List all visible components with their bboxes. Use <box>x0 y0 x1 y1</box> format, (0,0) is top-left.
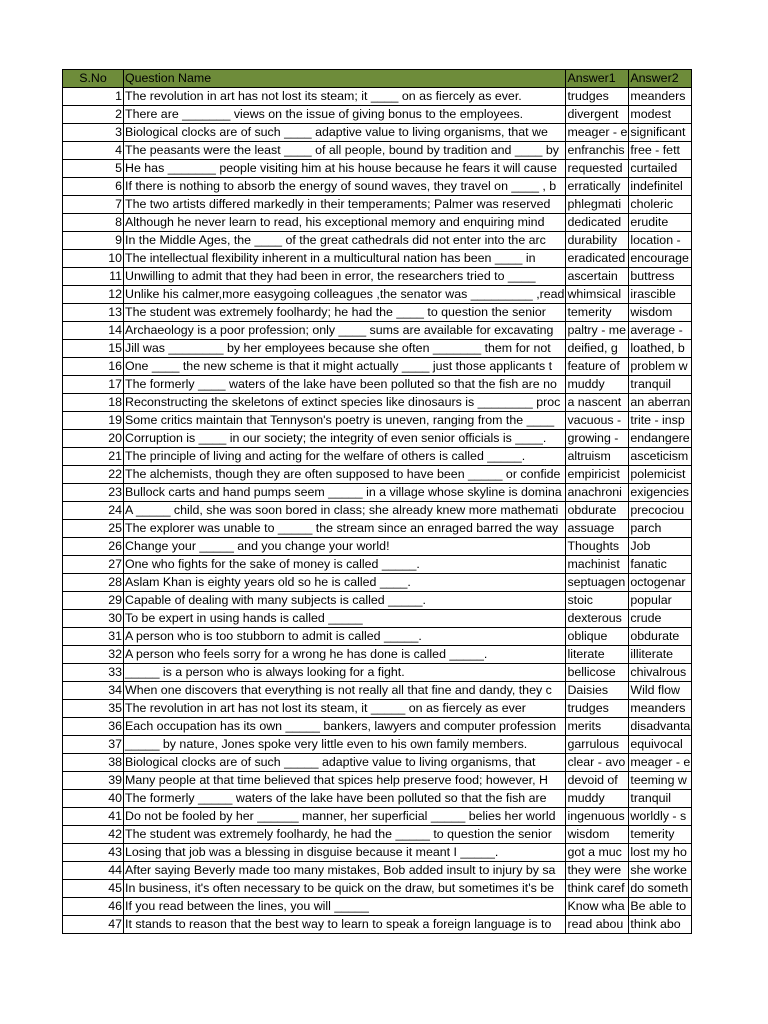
cell-answer2[interactable]: meager - e <box>629 754 692 772</box>
table-row <box>63 610 692 628</box>
cell-sno[interactable]: 39 <box>63 772 124 790</box>
cell-answer2[interactable]: disadvanta <box>629 718 692 736</box>
table-row <box>63 844 692 862</box>
cell-answer1[interactable]: obdurate <box>566 502 629 520</box>
cell-question[interactable]: If you read between the lines, you will _____ <box>124 898 566 916</box>
cell-answer1[interactable]: devoid of <box>566 772 629 790</box>
cell-answer2[interactable]: asceticism <box>629 448 692 466</box>
cell-sno[interactable]: 8 <box>63 214 124 232</box>
cell-answer2[interactable]: illiterate <box>629 646 692 664</box>
cell-question[interactable]: A person who feels sorry for a wrong he has done is called _____. <box>124 646 566 664</box>
cell-answer2[interactable]: obdurate <box>629 628 692 646</box>
cell-question[interactable]: Reconstructing the skeletons of extinct species like dinosaurs is ________ proc <box>124 394 566 412</box>
cell-sno[interactable]: 24 <box>63 502 124 520</box>
cell-question[interactable]: Each occupation has its own _____ bankers, lawyers and computer profession <box>124 718 566 736</box>
cell-sno[interactable]: 13 <box>63 304 124 322</box>
header-row <box>63 70 692 88</box>
cell-answer1[interactable]: got a muc <box>566 844 629 862</box>
cell-answer1[interactable]: vacuous - <box>566 412 629 430</box>
cell-question[interactable]: A person who is too stubborn to admit is called _____. <box>124 628 566 646</box>
cell-sno[interactable]: 40 <box>63 790 124 808</box>
cell-answer1[interactable]: trudges <box>566 88 629 106</box>
cell-sno[interactable]: 33 <box>63 664 124 682</box>
cell-answer2[interactable]: chivalrous <box>629 664 692 682</box>
cell-sno[interactable]: 37 <box>63 736 124 754</box>
cell-answer2[interactable]: octogenar <box>629 574 692 592</box>
cell-sno[interactable]: 31 <box>63 628 124 646</box>
cell-answer2[interactable]: an aberran <box>629 394 692 412</box>
table-row <box>63 214 692 232</box>
table-row <box>63 826 692 844</box>
cell-question[interactable]: One who fights for the sake of money is called _____. <box>124 556 566 574</box>
cell-answer1[interactable]: Thoughts <box>566 538 629 556</box>
cell-sno[interactable]: 32 <box>63 646 124 664</box>
cell-answer1[interactable]: anachroni <box>566 484 629 502</box>
cell-sno[interactable]: 45 <box>63 880 124 898</box>
table-row <box>63 538 692 556</box>
cell-question[interactable]: The alchemists, though they are often supposed to have been _____ or confide <box>124 466 566 484</box>
table-row <box>63 520 692 538</box>
cell-answer2[interactable]: significant <box>629 124 692 142</box>
cell-answer1[interactable]: garrulous <box>566 736 629 754</box>
cell-answer1[interactable]: phlegmati <box>566 196 629 214</box>
cell-answer1[interactable]: assuage <box>566 520 629 538</box>
cell-answer1[interactable]: bellicose <box>566 664 629 682</box>
table-row <box>63 178 692 196</box>
cell-sno[interactable]: 2 <box>63 106 124 124</box>
cell-sno[interactable]: 20 <box>63 430 124 448</box>
cell-answer1[interactable]: temerity <box>566 304 629 322</box>
cell-sno[interactable]: 41 <box>63 808 124 826</box>
cell-answer1[interactable]: paltry - me <box>566 322 629 340</box>
cell-answer2[interactable]: loathed, b <box>629 340 692 358</box>
table-row <box>63 88 692 106</box>
cell-question[interactable]: One ____ the new scheme is that it might actually ____ just those applicants t <box>124 358 566 376</box>
header-question[interactable]: Question Name <box>124 70 566 88</box>
cell-sno[interactable]: 23 <box>63 484 124 502</box>
cell-answer1[interactable]: think caref <box>566 880 629 898</box>
cell-answer2[interactable]: wisdom <box>629 304 692 322</box>
header-sno[interactable]: S.No <box>63 70 124 88</box>
cell-answer1[interactable]: merits <box>566 718 629 736</box>
cell-answer1[interactable]: oblique <box>566 628 629 646</box>
cell-question[interactable]: It stands to reason that the best way to learn to speak a foreign language is to <box>124 916 566 934</box>
cell-answer2[interactable]: trite - insp <box>629 412 692 430</box>
cell-answer2[interactable]: meanders <box>629 88 692 106</box>
cell-answer1[interactable]: requested <box>566 160 629 178</box>
cell-question[interactable]: Bullock carts and hand pumps seem _____ in a village whose skyline is domina <box>124 484 566 502</box>
cell-answer1[interactable]: dedicated <box>566 214 629 232</box>
cell-question[interactable]: Unlike his calmer,more easygoing colleagues ,the senator was _________ ,read <box>124 286 566 304</box>
cell-question[interactable]: Archaeology is a poor profession; only ____ sums are available for excavating <box>124 322 566 340</box>
cell-question[interactable]: Do not be fooled by her ______ manner, her superficial _____ belies her world <box>124 808 566 826</box>
cell-answer1[interactable]: machinist <box>566 556 629 574</box>
cell-sno[interactable]: 21 <box>63 448 124 466</box>
cell-answer1[interactable]: Know wha <box>566 898 629 916</box>
table-row <box>63 790 692 808</box>
cell-answer1[interactable]: muddy <box>566 376 629 394</box>
cell-question[interactable]: A _____ child, she was soon bored in class; she already knew more mathemati <box>124 502 566 520</box>
table-row <box>63 412 692 430</box>
cell-answer1[interactable]: read abou <box>566 916 629 934</box>
cell-answer1[interactable]: whimsical <box>566 286 629 304</box>
cell-sno[interactable]: 22 <box>63 466 124 484</box>
cell-answer1[interactable]: ingenuous <box>566 808 629 826</box>
cell-question[interactable]: The revolution in art has not lost its steam, it _____ on as fiercely as ever <box>124 700 566 718</box>
cell-answer1[interactable]: trudges <box>566 700 629 718</box>
table-row <box>63 430 692 448</box>
table-row <box>63 916 692 934</box>
cell-question[interactable]: The formerly ____ waters of the lake have been polluted so that the fish are no <box>124 376 566 394</box>
cell-sno[interactable]: 16 <box>63 358 124 376</box>
cell-question[interactable]: The formerly _____ waters of the lake have been polluted so that the fish are <box>124 790 566 808</box>
cell-question[interactable]: Biological clocks are of such ____ adaptive value to living organisms, that we <box>124 124 566 142</box>
cell-question[interactable]: Jill was ________ by her employees because she often _______ them for not <box>124 340 566 358</box>
table-row <box>63 160 692 178</box>
table-row <box>63 880 692 898</box>
cell-answer2[interactable]: curtailed <box>629 160 692 178</box>
cell-answer2[interactable]: popular <box>629 592 692 610</box>
table-row <box>63 736 692 754</box>
cell-question[interactable]: The principle of living and acting for the welfare of others is called _____. <box>124 448 566 466</box>
table-row <box>63 772 692 790</box>
cell-sno[interactable]: 12 <box>63 286 124 304</box>
cell-question[interactable]: Biological clocks are of such _____ adaptive value to living organisms, that <box>124 754 566 772</box>
header-answer1[interactable]: Answer1 <box>566 70 629 88</box>
table-row <box>63 808 692 826</box>
table-row <box>63 304 692 322</box>
table-row <box>63 124 692 142</box>
cell-question[interactable]: Corruption is ____ in our society; the integrity of even senior officials is ____. <box>124 430 566 448</box>
cell-answer2[interactable]: exigencies <box>629 484 692 502</box>
table-row <box>63 232 692 250</box>
cell-answer1[interactable]: clear - avo <box>566 754 629 772</box>
cell-sno[interactable]: 1 <box>63 88 124 106</box>
cell-sno[interactable]: 36 <box>63 718 124 736</box>
cell-answer2[interactable]: fanatic <box>629 556 692 574</box>
cell-answer2[interactable]: average - <box>629 322 692 340</box>
table-row <box>63 754 692 772</box>
table-row <box>63 340 692 358</box>
cell-answer2[interactable]: problem w <box>629 358 692 376</box>
table-row <box>63 646 692 664</box>
cell-question[interactable]: The student was extremely foolhardy; he had the ____ to question the senior <box>124 304 566 322</box>
cell-answer2[interactable]: tranquil <box>629 376 692 394</box>
cell-answer1[interactable]: erratically <box>566 178 629 196</box>
cell-sno[interactable]: 43 <box>63 844 124 862</box>
cell-answer2[interactable]: teeming w <box>629 772 692 790</box>
cell-question[interactable]: The two artists differed markedly in their temperaments; Palmer was reserved <box>124 196 566 214</box>
cell-sno[interactable]: 9 <box>63 232 124 250</box>
table-row <box>63 448 692 466</box>
cell-sno[interactable]: 26 <box>63 538 124 556</box>
cell-answer1[interactable]: deified, g <box>566 340 629 358</box>
cell-question[interactable]: In business, it's often necessary to be quick on the draw, but sometimes it's be <box>124 880 566 898</box>
cell-answer1[interactable]: muddy <box>566 790 629 808</box>
cell-answer2[interactable]: lost my ho <box>629 844 692 862</box>
cell-sno[interactable]: 4 <box>63 142 124 160</box>
cell-answer1[interactable]: divergent <box>566 106 629 124</box>
questions-table <box>62 69 692 934</box>
cell-answer2[interactable]: erudite <box>629 214 692 232</box>
cell-question[interactable]: The explorer was unable to _____ the stream since an enraged barred the way <box>124 520 566 538</box>
cell-sno[interactable]: 38 <box>63 754 124 772</box>
cell-answer1[interactable]: stoic <box>566 592 629 610</box>
cell-answer2[interactable]: worldly - s <box>629 808 692 826</box>
cell-sno[interactable]: 47 <box>63 916 124 934</box>
cell-sno[interactable]: 5 <box>63 160 124 178</box>
cell-answer2[interactable]: Wild flow <box>629 682 692 700</box>
cell-answer2[interactable]: encourage <box>629 250 692 268</box>
cell-answer2[interactable]: meanders <box>629 700 692 718</box>
cell-question[interactable]: He has _______ people visiting him at his house because he fears it will cause <box>124 160 566 178</box>
cell-sno[interactable]: 6 <box>63 178 124 196</box>
cell-answer1[interactable]: ascertain <box>566 268 629 286</box>
cell-sno[interactable]: 7 <box>63 196 124 214</box>
cell-sno[interactable]: 10 <box>63 250 124 268</box>
cell-question[interactable]: When one discovers that everything is not really all that fine and dandy, they c <box>124 682 566 700</box>
cell-answer1[interactable]: growing - <box>566 430 629 448</box>
table-row <box>63 484 692 502</box>
cell-question[interactable]: Aslam Khan is eighty years old so he is called ____. <box>124 574 566 592</box>
cell-answer1[interactable]: durability <box>566 232 629 250</box>
table-row <box>63 556 692 574</box>
cell-sno[interactable]: 35 <box>63 700 124 718</box>
cell-question[interactable]: Unwilling to admit that they had been in error, the researchers tried to ____ <box>124 268 566 286</box>
table-row <box>63 718 692 736</box>
cell-answer1[interactable]: meager - e <box>566 124 629 142</box>
cell-question[interactable]: After saying Beverly made too many mistakes, Bob added insult to injury by sa <box>124 862 566 880</box>
table-body <box>63 88 692 934</box>
cell-sno[interactable]: 25 <box>63 520 124 538</box>
cell-answer2[interactable]: modest <box>629 106 692 124</box>
cell-answer2[interactable]: temerity <box>629 826 692 844</box>
cell-answer2[interactable]: free - fett <box>629 142 692 160</box>
cell-answer1[interactable]: altruism <box>566 448 629 466</box>
cell-sno[interactable]: 42 <box>63 826 124 844</box>
table-row <box>63 862 692 880</box>
cell-question[interactable]: _____ by nature, Jones spoke very little even to his own family members. <box>124 736 566 754</box>
cell-sno[interactable]: 27 <box>63 556 124 574</box>
cell-sno[interactable]: 30 <box>63 610 124 628</box>
table-row <box>63 106 692 124</box>
cell-answer1[interactable]: they were <box>566 862 629 880</box>
cell-sno[interactable]: 29 <box>63 592 124 610</box>
table-row <box>63 358 692 376</box>
header-answer2[interactable]: Answer2 <box>629 70 692 88</box>
cell-answer2[interactable]: crude <box>629 610 692 628</box>
cell-sno[interactable]: 28 <box>63 574 124 592</box>
cell-answer1[interactable]: wisdom <box>566 826 629 844</box>
table-row <box>63 394 692 412</box>
cell-answer2[interactable]: indefinitel <box>629 178 692 196</box>
cell-answer1[interactable]: feature of <box>566 358 629 376</box>
cell-answer2[interactable]: location - <box>629 232 692 250</box>
cell-answer1[interactable]: a nascent <box>566 394 629 412</box>
cell-answer2[interactable]: choleric <box>629 196 692 214</box>
cell-sno[interactable]: 18 <box>63 394 124 412</box>
cell-answer2[interactable]: tranquil <box>629 790 692 808</box>
cell-answer1[interactable]: Daisies <box>566 682 629 700</box>
table-row <box>63 664 692 682</box>
cell-answer1[interactable]: literate <box>566 646 629 664</box>
cell-question[interactable]: Losing that job was a blessing in disguise because it meant I _____. <box>124 844 566 862</box>
cell-answer1[interactable]: enfranchis <box>566 142 629 160</box>
cell-sno[interactable]: 34 <box>63 682 124 700</box>
cell-answer2[interactable]: parch <box>629 520 692 538</box>
table-row <box>63 682 692 700</box>
cell-answer2[interactable]: endangere <box>629 430 692 448</box>
cell-sno[interactable]: 46 <box>63 898 124 916</box>
cell-answer2[interactable]: she worke <box>629 862 692 880</box>
cell-sno[interactable]: 11 <box>63 268 124 286</box>
cell-answer1[interactable]: empiricist <box>566 466 629 484</box>
cell-question[interactable]: The intellectual flexibility inherent in a multicultural nation has been ____ in <box>124 250 566 268</box>
cell-answer2[interactable]: do someth <box>629 880 692 898</box>
cell-answer1[interactable]: dexterous <box>566 610 629 628</box>
cell-sno[interactable]: 3 <box>63 124 124 142</box>
table-row <box>63 574 692 592</box>
table-row <box>63 700 692 718</box>
table-row <box>63 592 692 610</box>
cell-question[interactable]: In the Middle Ages, the ____ of the great cathedrals did not enter into the arc <box>124 232 566 250</box>
cell-answer2[interactable]: precociou <box>629 502 692 520</box>
table-row <box>63 142 692 160</box>
table-row <box>63 898 692 916</box>
cell-answer2[interactable]: think abo <box>629 916 692 934</box>
cell-answer2[interactable]: polemicist <box>629 466 692 484</box>
cell-question[interactable]: Many people at that time believed that spices help preserve food; however, H <box>124 772 566 790</box>
cell-question[interactable]: The peasants were the least ____ of all people, bound by tradition and ____ by <box>124 142 566 160</box>
cell-answer2[interactable]: Job <box>629 538 692 556</box>
cell-question[interactable]: Although he never learn to read, his exceptional memory and enquiring mind <box>124 214 566 232</box>
cell-question[interactable]: The revolution in art has not lost its steam; it ____ on as fiercely as ever. <box>124 88 566 106</box>
cell-question[interactable]: _____ is a person who is always looking for a fight. <box>124 664 566 682</box>
cell-question[interactable]: Some critics maintain that Tennyson's poetry is uneven, ranging from the ____ <box>124 412 566 430</box>
cell-question[interactable]: To be expert in using hands is called _____ <box>124 610 566 628</box>
table-row <box>63 502 692 520</box>
cell-answer2[interactable]: buttress <box>629 268 692 286</box>
cell-answer1[interactable]: septuagen <box>566 574 629 592</box>
table-row <box>63 376 692 394</box>
table-row <box>63 196 692 214</box>
cell-sno[interactable]: 17 <box>63 376 124 394</box>
cell-answer2[interactable]: irascible <box>629 286 692 304</box>
table-row <box>63 628 692 646</box>
cell-question[interactable]: Change your _____ and you change your world! <box>124 538 566 556</box>
table-row <box>63 268 692 286</box>
cell-answer2[interactable]: equivocal <box>629 736 692 754</box>
table-row <box>63 322 692 340</box>
cell-answer2[interactable]: Be able to <box>629 898 692 916</box>
table-row <box>63 250 692 268</box>
cell-sno[interactable]: 15 <box>63 340 124 358</box>
cell-question[interactable]: The student was extremely foolhardy, he had the _____ to question the senior <box>124 826 566 844</box>
cell-sno[interactable]: 19 <box>63 412 124 430</box>
cell-sno[interactable]: 14 <box>63 322 124 340</box>
cell-answer1[interactable]: eradicated <box>566 250 629 268</box>
cell-question[interactable]: Capable of dealing with many subjects is called _____. <box>124 592 566 610</box>
cell-question[interactable]: If there is nothing to absorb the energy of sound waves, they travel on ____ , b <box>124 178 566 196</box>
cell-sno[interactable]: 44 <box>63 862 124 880</box>
table-row <box>63 286 692 304</box>
cell-question[interactable]: There are _______ views on the issue of giving bonus to the employees. <box>124 106 566 124</box>
table-row <box>63 466 692 484</box>
